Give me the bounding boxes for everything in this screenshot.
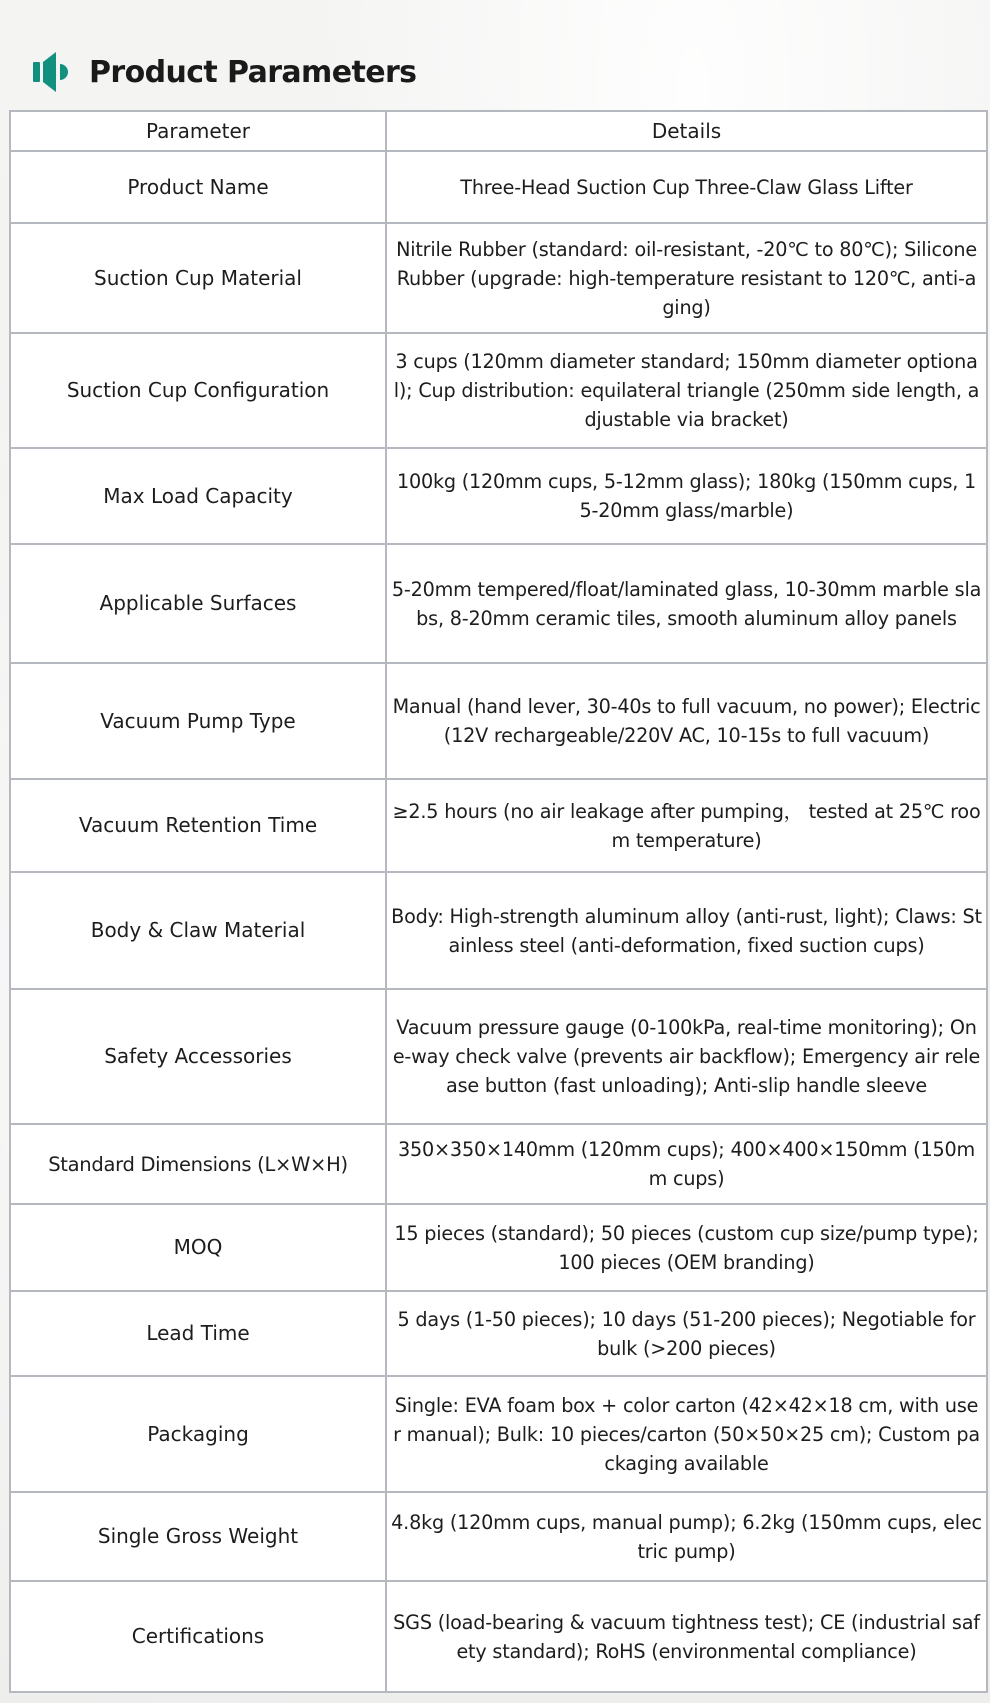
table-row xyxy=(10,1492,987,1581)
table-row xyxy=(10,448,987,544)
parameter-cell: Suction Cup Material xyxy=(10,223,386,333)
table-row xyxy=(10,779,987,872)
parameter-cell: Standard Dimensions (L×W×H) xyxy=(10,1124,386,1204)
table-row xyxy=(10,1291,987,1376)
section-header xyxy=(33,46,416,98)
section-title: Product Parameters xyxy=(89,54,417,90)
details-cell: Vacuum pressure gauge (0-100kPa, real-time monitoring); One-way check valve (prevents air backflow); Emergency air release button (fast unloading); Anti-slip handle sleeve xyxy=(386,989,987,1124)
parameter-cell: Max Load Capacity xyxy=(10,448,386,544)
table-row xyxy=(10,989,987,1124)
details-cell: Single: EVA foam box + color carton (42×42×18 cm, with user manual); Bulk: 10 pieces/carton (50×50×25 cm); Custom packaging available xyxy=(386,1376,987,1492)
parameter-cell: Applicable Surfaces xyxy=(10,544,386,663)
details-cell: Manual (hand lever, 30-40s to full vacuum, no power); Electric (12V rechargeable/220V AC, 10-15s to full vacuum) xyxy=(386,663,987,779)
table-row xyxy=(10,1581,987,1692)
speaker-icon xyxy=(33,50,73,94)
parameter-cell: Safety Accessories xyxy=(10,989,386,1124)
details-cell: 100kg (120mm cups, 5-12mm glass); 180kg (150mm cups, 15-20mm glass/marble) xyxy=(386,448,987,544)
details-cell: Body: High-strength aluminum alloy (anti-rust, light); Claws: Stainless steel (anti-deformation, fixed suction cups) xyxy=(386,872,987,989)
table-row xyxy=(10,223,987,333)
parameter-cell: Body & Claw Material xyxy=(10,872,386,989)
table-row xyxy=(10,663,987,779)
details-cell: 4.8kg (120mm cups, manual pump); 6.2kg (150mm cups, electric pump) xyxy=(386,1492,987,1581)
parameter-cell: Lead Time xyxy=(10,1291,386,1376)
table-row xyxy=(10,333,987,448)
details-cell: ≥2.5 hours (no air leakage after pumping， tested at 25℃ room temperature) xyxy=(386,779,987,872)
table-row xyxy=(10,872,987,989)
parameters-table xyxy=(9,110,988,1693)
column-header-details: Details xyxy=(386,111,987,151)
table-row xyxy=(10,1376,987,1492)
details-cell: 350×350×140mm (120mm cups); 400×400×150mm (150mm cups) xyxy=(386,1124,987,1204)
details-cell: SGS (load-bearing & vacuum tightness test); CE (industrial safety standard); RoHS (environmental compliance) xyxy=(386,1581,987,1692)
table-row xyxy=(10,1204,987,1291)
column-header-parameter: Parameter xyxy=(10,111,386,151)
details-cell: 3 cups (120mm diameter standard; 150mm diameter optional); Cup distribution: equilateral triangle (250mm side length, adjustable via bracket) xyxy=(386,333,987,448)
parameter-cell: Vacuum Retention Time xyxy=(10,779,386,872)
table-row xyxy=(10,1124,987,1204)
table-row xyxy=(10,151,987,223)
details-cell: 5 days (1-50 pieces); 10 days (51-200 pieces); Negotiable for bulk (>200 pieces) xyxy=(386,1291,987,1376)
parameter-cell: MOQ xyxy=(10,1204,386,1291)
table-header-row xyxy=(10,111,987,151)
table-row xyxy=(10,544,987,663)
parameter-cell: Vacuum Pump Type xyxy=(10,663,386,779)
parameter-cell: Suction Cup Configuration xyxy=(10,333,386,448)
parameter-cell: Packaging xyxy=(10,1376,386,1492)
details-cell: Three-Head Suction Cup Three-Claw Glass Lifter xyxy=(386,151,987,223)
details-cell: 15 pieces (standard); 50 pieces (custom cup size/pump type); 100 pieces (OEM branding) xyxy=(386,1204,987,1291)
parameter-cell: Product Name xyxy=(10,151,386,223)
parameter-cell: Single Gross Weight xyxy=(10,1492,386,1581)
details-cell: 5-20mm tempered/float/laminated glass, 10-30mm marble slabs, 8-20mm ceramic tiles, smooth aluminum alloy panels xyxy=(386,544,987,663)
details-cell: Nitrile Rubber (standard: oil-resistant, -20℃ to 80℃); Silicone Rubber (upgrade: high-temperature resistant to 120℃, anti-aging) xyxy=(386,223,987,333)
parameter-cell: Certifications xyxy=(10,1581,386,1692)
